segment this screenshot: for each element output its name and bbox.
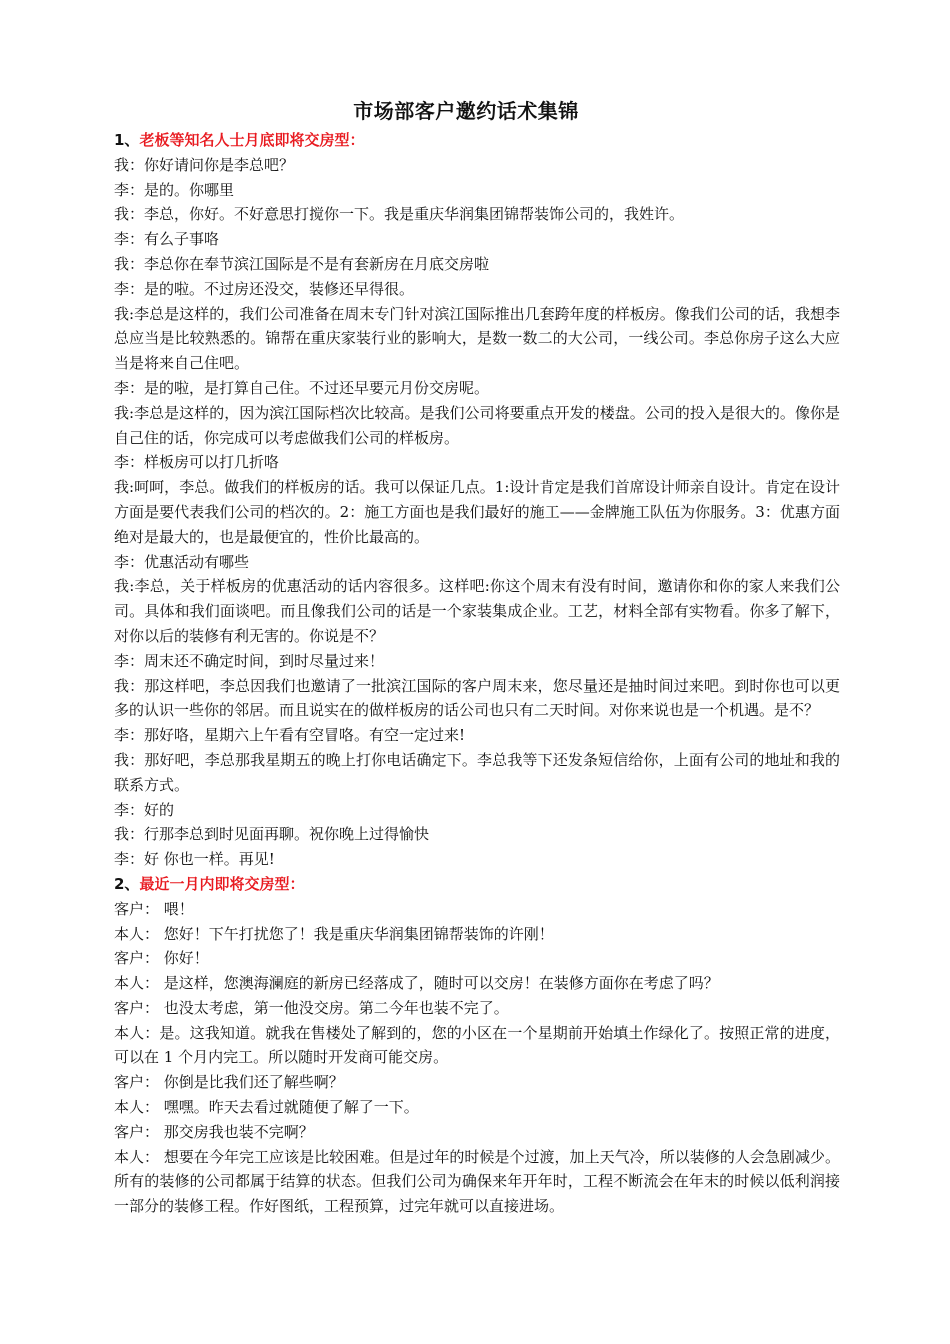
section-heading [114,128,840,153]
document-title: 市场部客户邀约话术集锦 [353,99,579,123]
dialogue-line: 李：好的 [114,800,175,819]
dialogue-line: 我:呵呵，李总。做我们的样板房的话。我可以保证几点。1:设计肯定是我们首席设计师亲自设计。肯定在设计方面是要代表我们公司的档次的。2：施工方面也是我们最好的施工——金牌施工队伍为你服务。3：优惠方面绝对是最大的，也是最便宜的，性价比最高的。 [114,478,840,546]
section-1 [114,128,840,872]
dialogue-line: 我:李总是这样的，我们公司准备在周末专门针对滨江国际推出几套跨年度的样板房。像我们公司的话，我想李总应当是比较熟悉的。锦帮在重庆家装行业的影响大，是数一数二的大公司，一线公司。李总你房子这么大应当是将来自己住吧。 [114,304,840,373]
dialogue-line: 本人：是。这我知道。就我在售楼处了解到的，您的小区在一个星期前开始填土作绿化了。按照正常的进度，可以在 1 个月内完工。所以随时开发商可能交房。 [114,1023,840,1067]
dialogue-line: 李：是的。你哪里 [114,180,235,199]
section-number: 1、 [114,131,140,149]
dialogue-line: 我:李总，关于样板房的优惠活动的话内容很多。这样吧:你这个周末有没有时间，邀请你和你的家人来我们公司。具体和我们面谈吧。而且像我们公司的话是一个家装集成企业。工艺，材料全部有实物看。你多了解下，对你以后的装修有利无害的。你说是不？ [114,577,840,645]
dialogue-line: 我：行那李总到时见面再聊。祝你晚上过得愉快 [114,825,430,844]
dialogue-list [114,153,840,872]
dialogue-line: 李：周末还不确定时间，到时尽量过来！ [114,651,385,670]
dialogue-line: 李：样板房可以打几折咯 [114,453,280,472]
dialogue-line: 客户： 你好！ [114,949,209,968]
dialogue-line: 我：那这样吧，李总因我们也邀请了一批滨江国际的客户周末来，您尽量还是抽时间过来吧。到时你也可以更多的认识一些你的邻居。而且说实在的做样板房的话公司也只有二天时间。对你来说也是一个机遇。是不？ [114,676,840,720]
dialogue-line: 本人： 是这样，您澳海澜庭的新房已经落成了，随时可以交房！在装修方面你在考虑了吗？ [114,974,719,993]
dialogue-line: 李：有么子事咯 [114,230,220,249]
section-number: 2、 [114,874,140,893]
dialogue-line: 李：好 你也一样。再见! [114,850,275,869]
section-heading-text: 最近一月内即将交房型： [139,874,305,893]
dialogue-line: 本人： 想要在今年完工应该是比较困难。但是过年的时候是个过渡，加上天气冷，所以装修的人会急剧减少。所有的装修的公司都属于结算的状态。但我们公司为确保来年开年时，工程不断流会在年末的时候以低利润接一部分的装修工程。作好图纸，工程预算，过完年就可以直接进场。 [114,1147,840,1216]
dialogue-line: 李：优惠活动有哪些 [114,552,250,571]
dialogue-line: 李：那好咯，星期六上午看有空冒咯。有空一定过来! [114,726,466,745]
dialogue-line: 客户： 那交房我也装不完啊？ [114,1122,314,1141]
dialogue-line: 客户： 你倒是比我们还了解些啊？ [114,1073,344,1092]
dialogue-line: 客户： 也没太考虑，第一他没交房。第二今年也装不完了。 [114,998,509,1017]
section-heading [114,872,840,897]
dialogue-line: 本人： 嘿嘿。昨天去看过就随便了解了一下。 [114,1098,419,1117]
dialogue-line: 我：李总你在奉节滨江国际是不是有套新房在月底交房啦 [114,254,490,273]
dialogue-line: 我：你好请问你是李总吧？ [114,155,295,174]
dialogue-list [114,897,840,1219]
section-2 [114,872,840,1219]
document-page [114,96,840,1219]
section-heading-text: 老板等知名人士月底即将交房型： [139,131,365,149]
dialogue-line: 客户： 喂！ [114,899,194,918]
dialogue-line: 我：那好吧，李总那我星期五的晚上打你电话确定下。李总我等下还发条短信给你，上面有公司的地址和我的联系方式。 [114,750,840,794]
dialogue-line: 我：李总，你好。不好意思打搅你一下。我是重庆华润集团锦帮装饰公司的，我姓许。 [114,205,685,224]
dialogue-line: 李：是的啦，是打算自己住。不过还早要元月份交房呢。 [114,378,490,397]
dialogue-line: 我:李总是这样的，因为滨江国际档次比较高。是我们公司将要重点开发的楼盘。公司的投入是很大的。像你是自己住的话，你完成可以考虑做我们公司的样板房。 [114,403,840,447]
dialogue-line: 李：是的啦。不过房还没交，装修还早得很。 [114,279,415,298]
dialogue-line: 本人： 您好！下午打扰您了！我是重庆华润集团锦帮装饰的许刚！ [114,924,554,943]
